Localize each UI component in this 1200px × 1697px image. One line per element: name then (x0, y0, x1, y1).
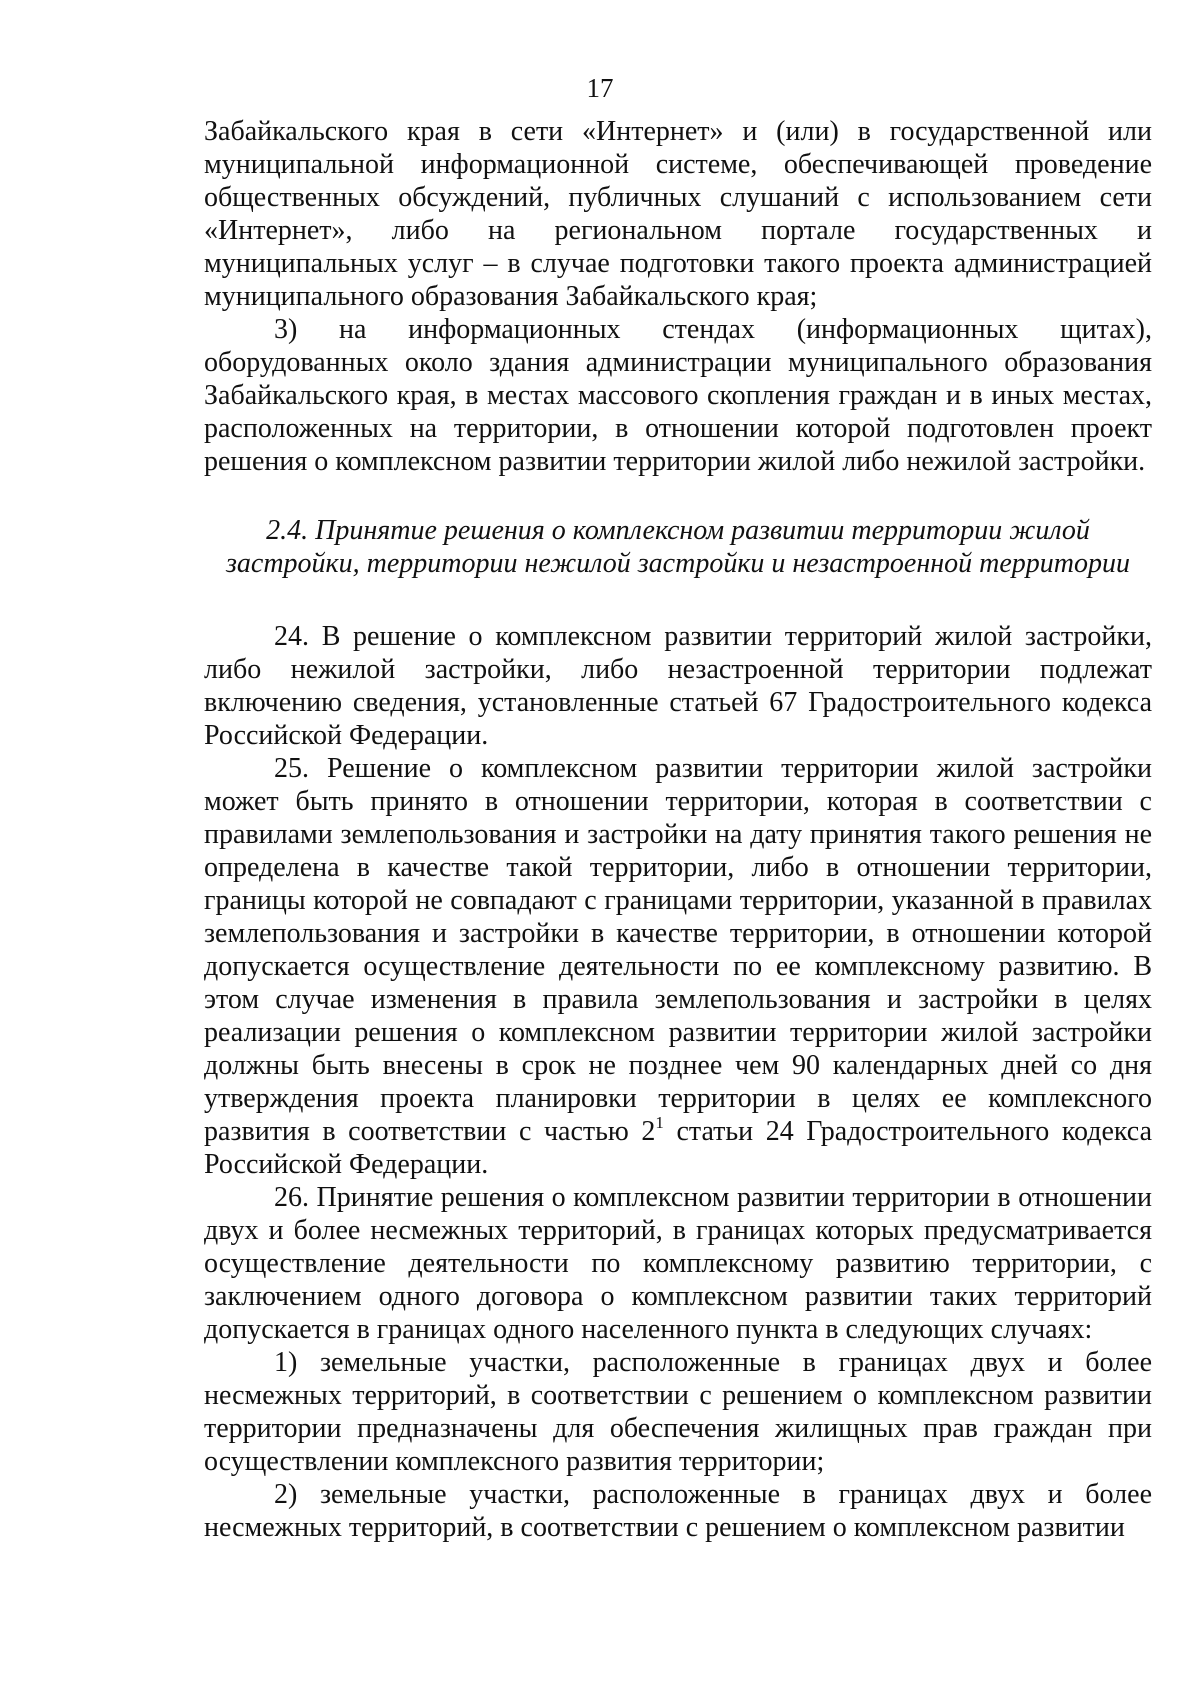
page-number: 17 (586, 73, 614, 103)
paragraph-25-text-end: статьи 24 Градостроительного кодекса Российской Федерации. (204, 1116, 1152, 1180)
superscript-1: 1 (655, 1113, 664, 1132)
paragraph-25-text: 25. Решение о комплексном развитии территории жилой застройки может быть принято в отношении территории, которая в соответствии с правилами землепользования и застройки на дату принятия такого решения не определена в качестве такой территории, либо в отношении территории, границы которой не совпадают с границами территории, указанной в правилах землепользования и застройки в качестве территории, в отношении которой допускается осуществление деятельности по ее комплексному развитию. В этом случае изменения в правила землепользования и застройки в целях реализации решения о комплексном развитии территории жилой застройки должны быть внесены в срок не позднее чем 90 календарных дней со дня утверждения проекта планировки территории в целях ее комплексного развития в соответствии с частью 2 (204, 753, 1152, 1147)
paragraph-continuation: Забайкальского края в сети «Интернет» и (или) в государственной или муниципальной информационной системе, обеспечивающей проведение общественных обсуждений, публичных слушаний с использованием сети «Интернет», либо на региональном портале государственных и муниципальных услуг – в случае подготовки такого проекта администрацией муниципального образования Забайкальского края; (204, 116, 1152, 312)
paragraph-26: 26. Принятие решения о комплексном развитии территории в отношении двух и более несмежных территорий, в границах которых предусматривается осуществление деятельности по комплексному развитию территории, с заключением одного договора о комплексном развитии таких территорий допускается в границах одного населенного пункта в следующих случаях: (204, 1182, 1152, 1345)
paragraph-26-item-2: 2) земельные участки, расположенные в границах двух и более несмежных территорий, в соответствии с решением о комплексном развитии (204, 1479, 1152, 1543)
paragraph-26-item-1: 1) земельные участки, расположенные в границах двух и более несмежных территорий, в соответствии с решением о комплексном развитии территории предназначены для обеспечения жилищных прав граждан при осуществлении комплексного развития территории; (204, 1347, 1152, 1477)
document-body (204, 115, 1152, 1544)
paragraph-item-3: 3) на информационных стендах (информационных щитах), оборудованных около здания администрации муниципального образования Забайкальского края, в местах массового скопления граждан и в иных местах, расположенных на территории, в отношении которой подготовлен проект решения о комплексном развитии территории жилой либо нежилой застройки. (204, 314, 1152, 477)
paragraph-25 (204, 752, 1152, 1181)
paragraph-24: 24. В решение о комплексном развитии территорий жилой застройки, либо нежилой застройки, либо незастроенной территории подлежат включению сведения, установленные статьей 67 Градостроительного кодекса Российской Федерации. (204, 621, 1152, 751)
section-heading: 2.4. Принятие решения о комплексном развитии территории жилой застройки, территории нежилой застройки и незастроенной территории (225, 515, 1131, 579)
